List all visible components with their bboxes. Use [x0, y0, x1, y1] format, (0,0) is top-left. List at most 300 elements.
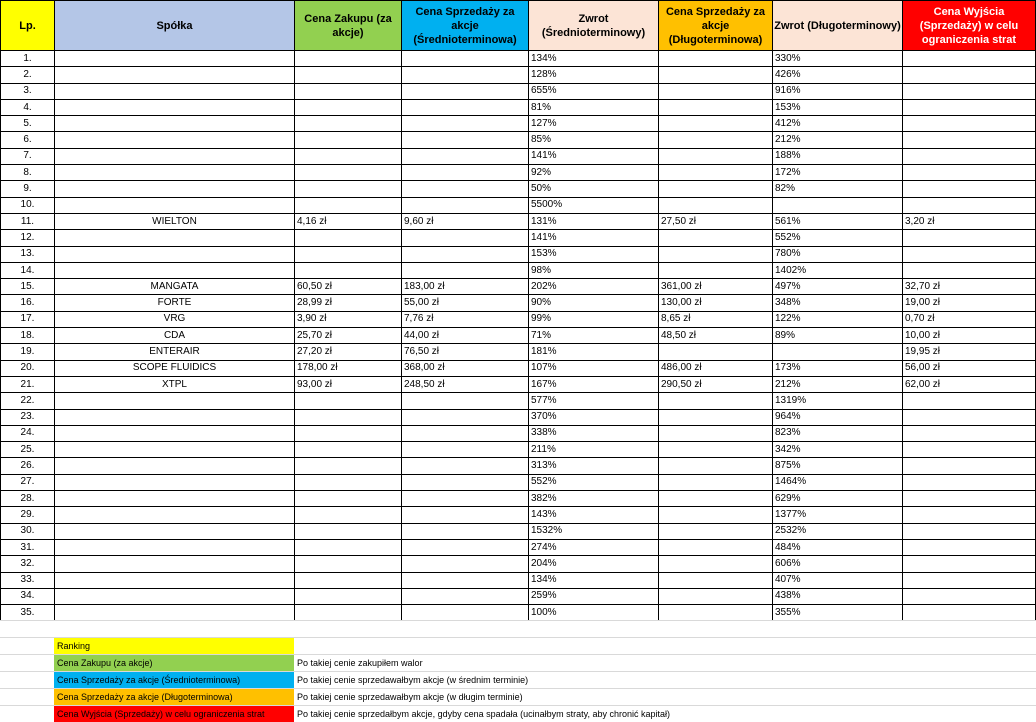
cell-sell-price-mid[interactable]: [402, 556, 529, 572]
cell-sell-price-mid[interactable]: [402, 409, 529, 425]
cell-sell-price-mid[interactable]: [402, 116, 529, 132]
cell-name[interactable]: [55, 523, 295, 539]
cell-exit-price[interactable]: [903, 67, 1036, 83]
cell-sell-price-long[interactable]: [659, 51, 773, 67]
cell-return-mid[interactable]: 577%: [529, 393, 659, 409]
cell-return-long[interactable]: 173%: [773, 360, 903, 376]
cell-return-mid[interactable]: 202%: [529, 279, 659, 295]
cell-return-mid[interactable]: 71%: [529, 328, 659, 344]
cell-sell-price-mid[interactable]: [402, 393, 529, 409]
legend-swatch-label[interactable]: Cena Sprzedaży za akcje (Średnioterminowa): [54, 672, 294, 688]
cell-buy-price[interactable]: [295, 246, 402, 262]
cell-return-long[interactable]: 426%: [773, 67, 903, 83]
cell-name[interactable]: [55, 230, 295, 246]
cell-sell-price-long[interactable]: [659, 393, 773, 409]
cell-name[interactable]: [55, 458, 295, 474]
cell-buy-price[interactable]: [295, 67, 402, 83]
cell-lp[interactable]: 24.: [1, 425, 55, 441]
cell-buy-price[interactable]: 178,00 zł: [295, 360, 402, 376]
cell-return-mid[interactable]: 211%: [529, 442, 659, 458]
cell-name[interactable]: [55, 197, 295, 213]
cell-name[interactable]: [55, 588, 295, 604]
cell-return-long[interactable]: 561%: [773, 213, 903, 229]
cell-sell-price-mid[interactable]: [402, 442, 529, 458]
cell-sell-price-long[interactable]: [659, 425, 773, 441]
cell-return-mid[interactable]: 382%: [529, 491, 659, 507]
cell-exit-price[interactable]: [903, 262, 1036, 278]
cell-buy-price[interactable]: [295, 132, 402, 148]
cell-buy-price[interactable]: [295, 197, 402, 213]
cell-buy-price[interactable]: [295, 523, 402, 539]
cell-buy-price[interactable]: 28,99 zł: [295, 295, 402, 311]
cell-exit-price[interactable]: [903, 458, 1036, 474]
cell-sell-price-long[interactable]: 290,50 zł: [659, 376, 773, 392]
cell-buy-price[interactable]: [295, 165, 402, 181]
cell-return-long[interactable]: 823%: [773, 425, 903, 441]
cell-name[interactable]: [55, 165, 295, 181]
cell-lp[interactable]: 8.: [1, 165, 55, 181]
cell-return-long[interactable]: 484%: [773, 539, 903, 555]
cell-return-long[interactable]: 780%: [773, 246, 903, 262]
cell-name[interactable]: [55, 262, 295, 278]
cell-exit-price[interactable]: [903, 197, 1036, 213]
header-name[interactable]: Spółka: [55, 1, 295, 51]
cell-sell-price-mid[interactable]: 183,00 zł: [402, 279, 529, 295]
header-buy-price[interactable]: Cena Zakupu (za akcje): [295, 1, 402, 51]
cell-sell-price-long[interactable]: 361,00 zł: [659, 279, 773, 295]
cell-sell-price-mid[interactable]: 248,50 zł: [402, 376, 529, 392]
cell-lp[interactable]: 19.: [1, 344, 55, 360]
cell-exit-price[interactable]: [903, 230, 1036, 246]
cell-sell-price-long[interactable]: [659, 230, 773, 246]
cell-lp[interactable]: 18.: [1, 328, 55, 344]
header-sell-price-long[interactable]: Cena Sprzedaży za akcje (Długoterminowa): [659, 1, 773, 51]
cell-sell-price-mid[interactable]: [402, 67, 529, 83]
cell-sell-price-long[interactable]: [659, 132, 773, 148]
cell-lp[interactable]: 17.: [1, 311, 55, 327]
cell-return-mid[interactable]: 552%: [529, 474, 659, 490]
cell-return-long[interactable]: 1319%: [773, 393, 903, 409]
legend-swatch-label[interactable]: Cena Zakupu (za akcje): [54, 655, 294, 671]
cell-buy-price[interactable]: [295, 458, 402, 474]
cell-return-mid[interactable]: 134%: [529, 51, 659, 67]
table-row: [1, 523, 1036, 539]
cell-sell-price-mid[interactable]: [402, 132, 529, 148]
cell-exit-price[interactable]: [903, 605, 1036, 621]
cell-return-mid[interactable]: 131%: [529, 213, 659, 229]
cell-buy-price[interactable]: [295, 556, 402, 572]
cell-return-long[interactable]: 342%: [773, 442, 903, 458]
cell-sell-price-long[interactable]: [659, 116, 773, 132]
cell-buy-price[interactable]: [295, 83, 402, 99]
cell-sell-price-long[interactable]: [659, 67, 773, 83]
cell-sell-price-long[interactable]: 8,65 zł: [659, 311, 773, 327]
cell-sell-price-mid[interactable]: [402, 165, 529, 181]
cell-sell-price-long[interactable]: [659, 197, 773, 213]
cell-return-mid[interactable]: 85%: [529, 132, 659, 148]
cell-buy-price[interactable]: 93,00 zł: [295, 376, 402, 392]
cell-return-mid[interactable]: 127%: [529, 116, 659, 132]
cell-return-long[interactable]: 438%: [773, 588, 903, 604]
cell-name[interactable]: [55, 442, 295, 458]
cell-sell-price-long[interactable]: [659, 458, 773, 474]
cell-name[interactable]: [55, 507, 295, 523]
cell-name[interactable]: [55, 393, 295, 409]
cell-buy-price[interactable]: [295, 99, 402, 115]
cell-name[interactable]: [55, 116, 295, 132]
cell-lp[interactable]: 21.: [1, 376, 55, 392]
cell-return-mid[interactable]: 98%: [529, 262, 659, 278]
cell-buy-price[interactable]: 3,90 zł: [295, 311, 402, 327]
cell-lp[interactable]: 16.: [1, 295, 55, 311]
cell-return-long[interactable]: 407%: [773, 572, 903, 588]
cell-buy-price[interactable]: [295, 262, 402, 278]
legend-swatch-label[interactable]: Ranking: [54, 638, 294, 654]
cell-buy-price[interactable]: [295, 51, 402, 67]
cell-name[interactable]: [55, 99, 295, 115]
header-sell-price-mid[interactable]: Cena Sprzedaży za akcje (Średnioterminowa): [402, 1, 529, 51]
cell-lp[interactable]: 9.: [1, 181, 55, 197]
cell-return-mid[interactable]: 370%: [529, 409, 659, 425]
cell-exit-price[interactable]: [903, 83, 1036, 99]
cell-sell-price-mid[interactable]: [402, 491, 529, 507]
cell-buy-price[interactable]: [295, 148, 402, 164]
cell-lp[interactable]: 29.: [1, 507, 55, 523]
cell-sell-price-long[interactable]: [659, 474, 773, 490]
cell-sell-price-mid[interactable]: [402, 458, 529, 474]
cell-exit-price[interactable]: [903, 588, 1036, 604]
cell-exit-price[interactable]: [903, 523, 1036, 539]
cell-sell-price-long[interactable]: [659, 491, 773, 507]
cell-exit-price[interactable]: [903, 442, 1036, 458]
cell-exit-price[interactable]: [903, 99, 1036, 115]
cell-return-long[interactable]: 2532%: [773, 523, 903, 539]
cell-buy-price[interactable]: [295, 409, 402, 425]
legend-swatch-label[interactable]: Cena Wyjścia (Sprzedaży) w celu ograniczenia strat: [54, 706, 294, 722]
cell-return-long[interactable]: 348%: [773, 295, 903, 311]
cell-return-mid[interactable]: 1532%: [529, 523, 659, 539]
cell-exit-price[interactable]: [903, 148, 1036, 164]
cell-lp[interactable]: 30.: [1, 523, 55, 539]
cell-return-mid[interactable]: 141%: [529, 230, 659, 246]
cell-sell-price-long[interactable]: [659, 409, 773, 425]
header-return-long[interactable]: Zwrot (Długoterminowy): [773, 1, 903, 51]
cell-sell-price-mid[interactable]: [402, 246, 529, 262]
table-row: [1, 442, 1036, 458]
cell-return-long[interactable]: 964%: [773, 409, 903, 425]
cell-return-long[interactable]: 875%: [773, 458, 903, 474]
cell-return-long[interactable]: 552%: [773, 230, 903, 246]
cell-return-long[interactable]: 172%: [773, 165, 903, 181]
cell-return-mid[interactable]: 92%: [529, 165, 659, 181]
cell-return-long[interactable]: 212%: [773, 376, 903, 392]
cell-return-mid[interactable]: 204%: [529, 556, 659, 572]
cell-sell-price-long[interactable]: [659, 344, 773, 360]
cell-exit-price[interactable]: 62,00 zł: [903, 376, 1036, 392]
cell-name[interactable]: MANGATA: [55, 279, 295, 295]
cell-name[interactable]: [55, 181, 295, 197]
cell-buy-price[interactable]: [295, 507, 402, 523]
cell-return-mid[interactable]: 313%: [529, 458, 659, 474]
cell-lp[interactable]: 4.: [1, 99, 55, 115]
cell-exit-price[interactable]: [903, 474, 1036, 490]
cell-return-long[interactable]: 82%: [773, 181, 903, 197]
cell-return-long[interactable]: 1377%: [773, 507, 903, 523]
cell-exit-price[interactable]: 3,20 zł: [903, 213, 1036, 229]
cell-return-mid[interactable]: 181%: [529, 344, 659, 360]
cell-return-mid[interactable]: 90%: [529, 295, 659, 311]
cell-lp[interactable]: 20.: [1, 360, 55, 376]
cell-name[interactable]: SCOPE FLUIDICS: [55, 360, 295, 376]
legend-swatch-label[interactable]: Cena Sprzedaży za akcje (Długoterminowa): [54, 689, 294, 705]
legend-description[interactable]: Po takiej cenie sprzedawałbym akcje (w długim terminie): [297, 692, 523, 702]
legend-description[interactable]: Po takiej cenie sprzedałbym akcje, gdyby cena spadała (ucinałbym straty, aby chronić kapitał): [297, 709, 671, 719]
cell-exit-price[interactable]: [903, 51, 1036, 67]
cell-lp[interactable]: 31.: [1, 539, 55, 555]
cell-return-mid[interactable]: 134%: [529, 572, 659, 588]
cell-buy-price[interactable]: [295, 230, 402, 246]
cell-sell-price-long[interactable]: [659, 181, 773, 197]
cell-exit-price[interactable]: [903, 491, 1036, 507]
cell-return-mid[interactable]: 259%: [529, 588, 659, 604]
cell-name[interactable]: [55, 425, 295, 441]
cell-exit-price[interactable]: [903, 507, 1036, 523]
cell-name[interactable]: WIELTON: [55, 213, 295, 229]
cell-buy-price[interactable]: [295, 539, 402, 555]
cell-sell-price-long[interactable]: 48,50 zł: [659, 328, 773, 344]
cell-return-mid[interactable]: 99%: [529, 311, 659, 327]
cell-buy-price[interactable]: [295, 425, 402, 441]
cell-sell-price-long[interactable]: [659, 262, 773, 278]
cell-sell-price-mid[interactable]: 44,00 zł: [402, 328, 529, 344]
cell-lp[interactable]: 14.: [1, 262, 55, 278]
cell-name[interactable]: [55, 67, 295, 83]
cell-return-mid[interactable]: 153%: [529, 246, 659, 262]
cell-sell-price-mid[interactable]: [402, 230, 529, 246]
cell-buy-price[interactable]: [295, 393, 402, 409]
cell-return-mid[interactable]: 100%: [529, 605, 659, 621]
cell-name[interactable]: [55, 246, 295, 262]
cell-lp[interactable]: 10.: [1, 197, 55, 213]
cell-name[interactable]: [55, 491, 295, 507]
cell-sell-price-long[interactable]: [659, 523, 773, 539]
cell-name[interactable]: [55, 51, 295, 67]
cell-lp[interactable]: 5.: [1, 116, 55, 132]
cell-sell-price-mid[interactable]: [402, 588, 529, 604]
cell-buy-price[interactable]: [295, 442, 402, 458]
cell-name[interactable]: XTPL: [55, 376, 295, 392]
cell-sell-price-mid[interactable]: 55,00 zł: [402, 295, 529, 311]
cell-buy-price[interactable]: [295, 572, 402, 588]
cell-return-long[interactable]: 497%: [773, 279, 903, 295]
cell-sell-price-mid[interactable]: 9,60 zł: [402, 213, 529, 229]
cell-return-long[interactable]: 916%: [773, 83, 903, 99]
cell-exit-price[interactable]: [903, 425, 1036, 441]
cell-return-long[interactable]: 188%: [773, 148, 903, 164]
cell-lp[interactable]: 25.: [1, 442, 55, 458]
cell-sell-price-mid[interactable]: [402, 262, 529, 278]
cell-name[interactable]: [55, 539, 295, 555]
cell-name[interactable]: [55, 83, 295, 99]
cell-lp[interactable]: 23.: [1, 409, 55, 425]
cell-sell-price-long[interactable]: 486,00 zł: [659, 360, 773, 376]
cell-exit-price[interactable]: [903, 556, 1036, 572]
cell-return-long[interactable]: 412%: [773, 116, 903, 132]
cell-sell-price-long[interactable]: [659, 148, 773, 164]
cell-sell-price-mid[interactable]: [402, 605, 529, 621]
cell-sell-price-mid[interactable]: [402, 572, 529, 588]
cell-buy-price[interactable]: [295, 491, 402, 507]
cell-return-long[interactable]: 606%: [773, 556, 903, 572]
cell-return-long[interactable]: [773, 344, 903, 360]
cell-lp[interactable]: 12.: [1, 230, 55, 246]
cell-lp[interactable]: 6.: [1, 132, 55, 148]
legend-description[interactable]: Po takiej cenie zakupiłem walor: [297, 658, 423, 668]
cell-lp[interactable]: 33.: [1, 572, 55, 588]
cell-buy-price[interactable]: [295, 181, 402, 197]
cell-exit-price[interactable]: 56,00 zł: [903, 360, 1036, 376]
cell-buy-price[interactable]: 4,16 zł: [295, 213, 402, 229]
cell-buy-price[interactable]: 60,50 zł: [295, 279, 402, 295]
cell-sell-price-long[interactable]: [659, 246, 773, 262]
cell-sell-price-mid[interactable]: [402, 181, 529, 197]
header-lp[interactable]: Lp.: [1, 1, 55, 51]
cell-lp[interactable]: 22.: [1, 393, 55, 409]
cell-exit-price[interactable]: 32,70 zł: [903, 279, 1036, 295]
cell-name[interactable]: ENTERAIR: [55, 344, 295, 360]
cell-return-long[interactable]: 629%: [773, 491, 903, 507]
cell-lp[interactable]: 28.: [1, 491, 55, 507]
cell-sell-price-long[interactable]: [659, 588, 773, 604]
cell-exit-price[interactable]: [903, 116, 1036, 132]
cell-sell-price-mid[interactable]: 368,00 zł: [402, 360, 529, 376]
cell-lp[interactable]: 3.: [1, 83, 55, 99]
cell-name[interactable]: [55, 605, 295, 621]
table-row: [1, 213, 1036, 229]
cell-name[interactable]: VRG: [55, 311, 295, 327]
cell-sell-price-long[interactable]: [659, 442, 773, 458]
cell-return-long[interactable]: 330%: [773, 51, 903, 67]
cell-sell-price-mid[interactable]: 7,76 zł: [402, 311, 529, 327]
cell-buy-price[interactable]: [295, 588, 402, 604]
cell-lp[interactable]: 32.: [1, 556, 55, 572]
cell-sell-price-long[interactable]: [659, 572, 773, 588]
cell-exit-price[interactable]: [903, 572, 1036, 588]
cell-buy-price[interactable]: [295, 474, 402, 490]
cell-return-long[interactable]: [773, 197, 903, 213]
cell-sell-price-long[interactable]: [659, 99, 773, 115]
cell-return-long[interactable]: 1464%: [773, 474, 903, 490]
cell-sell-price-mid[interactable]: 76,50 zł: [402, 344, 529, 360]
cell-exit-price[interactable]: 19,00 zł: [903, 295, 1036, 311]
cell-name[interactable]: [55, 572, 295, 588]
cell-return-mid[interactable]: 274%: [529, 539, 659, 555]
cell-sell-price-long[interactable]: 130,00 zł: [659, 295, 773, 311]
cell-sell-price-long[interactable]: [659, 605, 773, 621]
cell-return-mid[interactable]: 5500%: [529, 197, 659, 213]
cell-return-mid[interactable]: 107%: [529, 360, 659, 376]
cell-return-long[interactable]: 122%: [773, 311, 903, 327]
cell-sell-price-long[interactable]: [659, 556, 773, 572]
cell-lp[interactable]: 2.: [1, 67, 55, 83]
cell-exit-price[interactable]: 10,00 zł: [903, 328, 1036, 344]
cell-sell-price-mid[interactable]: [402, 51, 529, 67]
cell-sell-price-mid[interactable]: [402, 99, 529, 115]
header-return-mid[interactable]: Zwrot (Średnioterminowy): [529, 1, 659, 51]
cell-return-mid[interactable]: 81%: [529, 99, 659, 115]
cell-return-mid[interactable]: 141%: [529, 148, 659, 164]
cell-return-mid[interactable]: 338%: [529, 425, 659, 441]
cell-exit-price[interactable]: [903, 181, 1036, 197]
cell-sell-price-long[interactable]: [659, 507, 773, 523]
cell-sell-price-mid[interactable]: [402, 474, 529, 490]
cell-return-long[interactable]: 212%: [773, 132, 903, 148]
cell-sell-price-long[interactable]: 27,50 zł: [659, 213, 773, 229]
cell-sell-price-mid[interactable]: [402, 539, 529, 555]
cell-lp[interactable]: 26.: [1, 458, 55, 474]
cell-return-mid[interactable]: 128%: [529, 67, 659, 83]
cell-sell-price-mid[interactable]: [402, 83, 529, 99]
cell-buy-price[interactable]: [295, 605, 402, 621]
cell-buy-price[interactable]: [295, 116, 402, 132]
cell-lp[interactable]: 7.: [1, 148, 55, 164]
cell-exit-price[interactable]: [903, 165, 1036, 181]
cell-exit-price[interactable]: [903, 132, 1036, 148]
cell-name[interactable]: [55, 132, 295, 148]
cell-sell-price-mid[interactable]: [402, 425, 529, 441]
cell-name[interactable]: FORTE: [55, 295, 295, 311]
cell-buy-price[interactable]: 25,70 zł: [295, 328, 402, 344]
cell-exit-price[interactable]: 19,95 zł: [903, 344, 1036, 360]
cell-sell-price-long[interactable]: [659, 539, 773, 555]
cell-lp[interactable]: 11.: [1, 213, 55, 229]
cell-return-long[interactable]: 355%: [773, 605, 903, 621]
cell-lp[interactable]: 1.: [1, 51, 55, 67]
cell-lp[interactable]: 27.: [1, 474, 55, 490]
cell-name[interactable]: [55, 409, 295, 425]
cell-lp[interactable]: 15.: [1, 279, 55, 295]
cell-return-mid[interactable]: 143%: [529, 507, 659, 523]
cell-return-long[interactable]: 89%: [773, 328, 903, 344]
cell-name[interactable]: [55, 474, 295, 490]
cell-lp[interactable]: 13.: [1, 246, 55, 262]
cell-sell-price-mid[interactable]: [402, 148, 529, 164]
cell-return-long[interactable]: 1402%: [773, 262, 903, 278]
cell-lp[interactable]: 35.: [1, 605, 55, 621]
cell-lp[interactable]: 34.: [1, 588, 55, 604]
cell-exit-price[interactable]: [903, 246, 1036, 262]
cell-return-mid[interactable]: 50%: [529, 181, 659, 197]
cell-sell-price-mid[interactable]: [402, 507, 529, 523]
cell-return-mid[interactable]: 655%: [529, 83, 659, 99]
legend-description[interactable]: Po takiej cenie sprzedawałbym akcje (w średnim terminie): [297, 675, 529, 685]
cell-sell-price-long[interactable]: [659, 83, 773, 99]
cell-name[interactable]: [55, 556, 295, 572]
cell-return-long[interactable]: 153%: [773, 99, 903, 115]
cell-exit-price[interactable]: [903, 409, 1036, 425]
cell-sell-price-mid[interactable]: [402, 197, 529, 213]
cell-sell-price-long[interactable]: [659, 165, 773, 181]
header-exit-price[interactable]: Cena Wyjścia (Sprzedaży) w celu ograniczenia strat: [903, 1, 1036, 51]
cell-exit-price[interactable]: 0,70 zł: [903, 311, 1036, 327]
cell-buy-price[interactable]: 27,20 zł: [295, 344, 402, 360]
cell-exit-price[interactable]: [903, 539, 1036, 555]
cell-name[interactable]: [55, 148, 295, 164]
cell-return-mid[interactable]: 167%: [529, 376, 659, 392]
cell-exit-price[interactable]: [903, 393, 1036, 409]
cell-sell-price-mid[interactable]: [402, 523, 529, 539]
cell-name[interactable]: CDA: [55, 328, 295, 344]
